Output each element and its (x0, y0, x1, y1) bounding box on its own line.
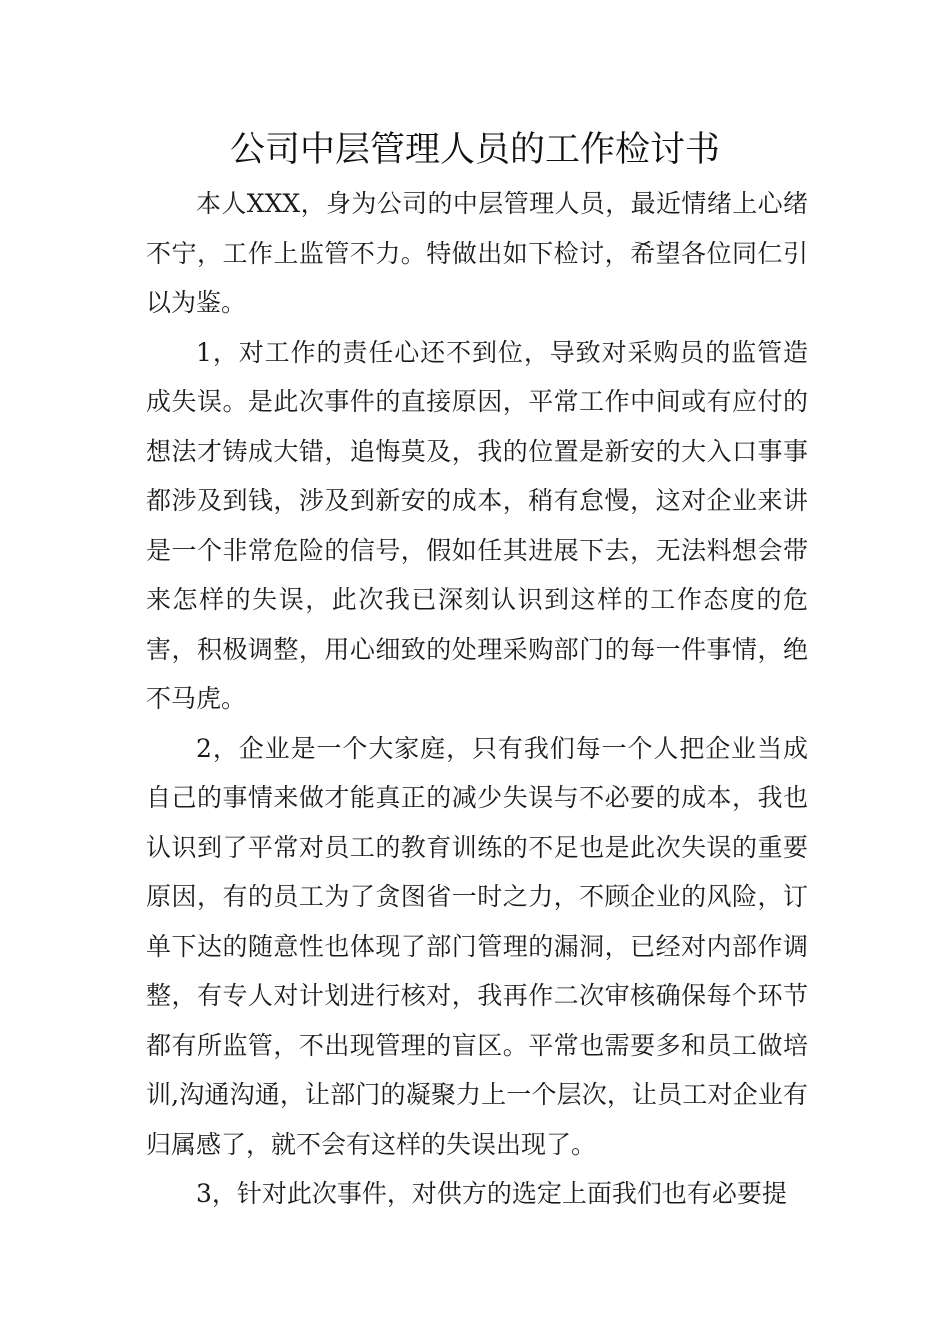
paragraph-point-2: 2，企业是一个大家庭，只有我们每一个人把企业当成自己的事情来做才能真正的减少失误与不必要的成本，我也认识到了平常对员工的教育训练的不足也是此次失误的重要原因，有的员工为了贪图省一时之力，不顾企业的风险，订单下达的随意性也体现了部门管理的漏洞，已经对内部作调整，有专人对计划进行核对，我再作二次审核确保每个环节都有所监管，不出现管理的盲区。平常也需要多和员工做培训,沟通沟通，让部门的凝聚力上一个层次，让员工对企业有归属感了，就不会有这样的失误出现了。 (146, 733, 808, 1159)
paragraph-point-3: 3，针对此次事件，对供方的选定上面我们也有必要提 (196, 1179, 787, 1208)
paragraph-intro: 本人XXX，身为公司的中层管理人员，最近情绪上心绪不宁，工作上监管不力。特做出如下检讨，希望各位同仁引以为鉴。 (146, 189, 808, 317)
document-title: 公司中层管理人员的工作检讨书 (229, 130, 720, 170)
document-body (146, 179, 808, 1219)
paragraph-point-1: 1，对工作的责任心还不到位，导致对采购员的监管造成失误。是此次事件的直接原因，平常工作中间或有应付的想法才铸成大错，追悔莫及，我的位置是新安的大入口事事都涉及到钱，涉及到新安的成本，稍有怠慢，这对企业来讲是一个非常危险的信号，假如任其进展下去，无法料想会带来怎样的失误，此次我已深刻认识到这样的工作态度的危害，积极调整，用心细致的处理采购部门的每一件事情，绝不马虎。 (146, 337, 808, 713)
